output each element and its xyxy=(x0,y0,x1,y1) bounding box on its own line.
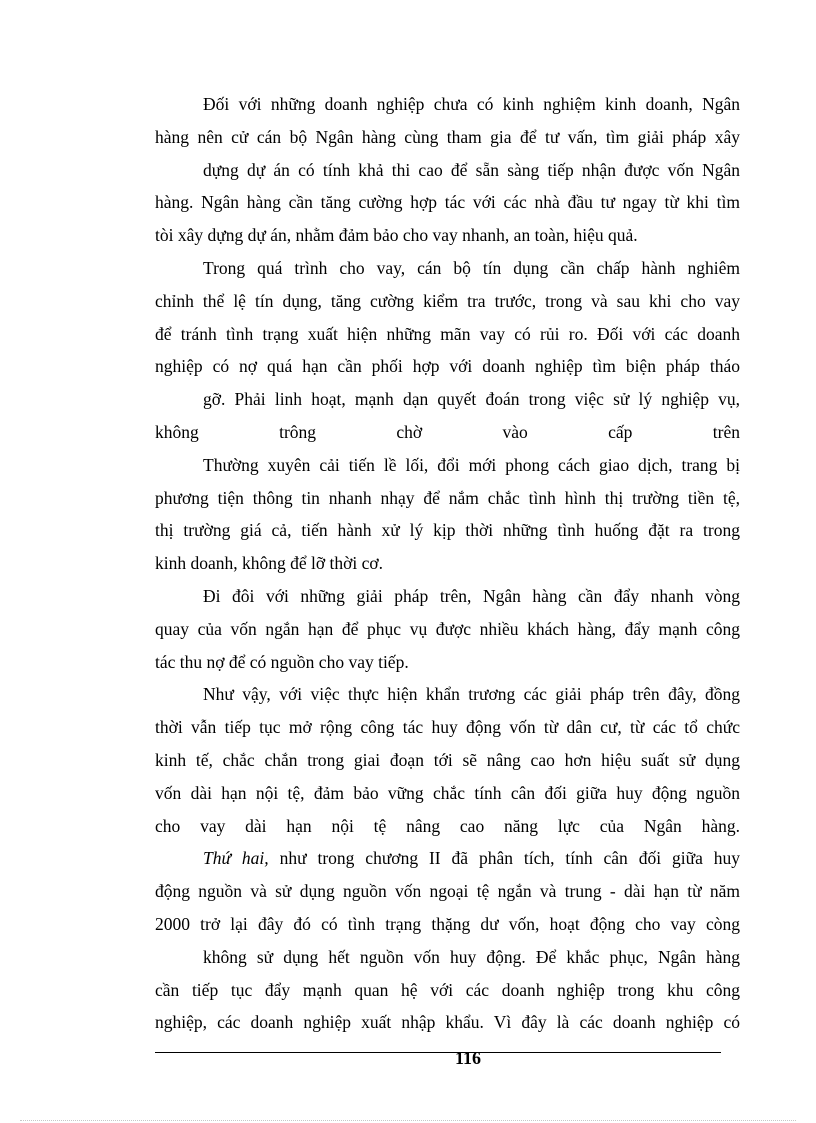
text-line xyxy=(155,580,740,613)
text-line xyxy=(155,449,740,482)
text-line-content: hàng. Ngân hàng cần tăng cường hợp tác với các nhà đầu tư ngay từ khi tìm xyxy=(155,192,740,213)
text-line-content: nghiệp có nợ quá hạn cần phối hợp với doanh nghiệp tìm biện pháp tháo xyxy=(155,356,740,377)
text-line-content: động nguồn và sử dụng nguồn vốn ngoại tệ ngắn và trung - dài hạn từ năm xyxy=(155,881,740,902)
text-line xyxy=(155,186,740,219)
text-line xyxy=(155,908,740,941)
text-line xyxy=(155,678,740,711)
text-line-content: gỡ. Phải linh hoạt, mạnh dạn quyết đoán trong việc sử lý nghiệp vụ, xyxy=(203,389,740,410)
text-line-content: 2000 trở lại đây đó có tình trạng thặng dư vốn, hoạt động cho vay còng xyxy=(155,913,740,934)
text-line-content: không trông chờ vào cấp trên xyxy=(155,421,740,442)
text-line xyxy=(155,646,740,679)
text-line-content: chỉnh thể lệ tín dụng, tăng cường kiểm tra trước, trong và sau khi cho vay xyxy=(155,290,740,311)
text-line xyxy=(155,777,740,810)
text-line xyxy=(155,350,740,383)
text-line xyxy=(155,711,740,744)
text-line-content: kinh doanh, không để lỡ thời cơ. xyxy=(155,553,384,574)
text-line-content: nghiệp, các doanh nghiệp xuất nhập khẩu. Vì đây là các doanh nghiệp có xyxy=(155,1012,740,1033)
text-line-content: tòi xây dựng dự án, nhằm đảm bảo cho vay nhanh, an toàn, hiệu quả. xyxy=(155,225,638,246)
text-line xyxy=(155,547,740,580)
text-line xyxy=(155,285,740,318)
text-line xyxy=(155,416,740,449)
text-line-content: như trong chương II đã phân tích, tính cân đối giữa huy xyxy=(268,848,740,869)
text-line xyxy=(155,219,740,252)
text-line-content: Đi đôi với những giải pháp trên, Ngân hàng cần đẩy nhanh vòng xyxy=(203,585,740,606)
text-line xyxy=(155,613,740,646)
body-text xyxy=(155,88,740,1039)
text-line xyxy=(155,875,740,908)
text-line-content: Trong quá trình cho vay, cán bộ tín dụng cần chấp hành nghiêm xyxy=(203,257,740,278)
text-line-content: Thường xuyên cải tiến lề lối, đổi mới phong cách giao dịch, trang bị xyxy=(203,454,740,475)
text-line-content: thị trường giá cả, tiến hành xử lý kịp thời những tình huống đặt ra trong xyxy=(155,520,740,541)
text-line-content: hàng nên cử cán bộ Ngân hàng cùng tham gia để tư vấn, tìm giải pháp xây xyxy=(155,126,740,147)
page-number: 116 xyxy=(454,1048,481,1068)
text-line-content: cho vay dài hạn nội tệ nâng cao năng lực của Ngân hàng. xyxy=(155,815,740,836)
text-line xyxy=(155,383,740,416)
text-line xyxy=(155,514,740,547)
italic-lead: Thứ hai, xyxy=(203,848,269,869)
text-line xyxy=(155,842,740,875)
text-line-content: tác thu nợ để có nguồn cho vay tiếp. xyxy=(155,651,409,672)
page-bottom-border xyxy=(20,1120,796,1121)
text-line-content: cần tiếp tục đẩy mạnh quan hệ với các doanh nghiệp trong khu công xyxy=(155,979,740,1000)
text-line xyxy=(155,941,740,974)
text-line xyxy=(155,482,740,515)
text-line xyxy=(155,154,740,187)
text-line xyxy=(155,252,740,285)
text-line-content: thời vẫn tiếp tục mở rộng công tác huy động vốn từ dân cư, từ các tổ chức xyxy=(155,717,740,738)
text-line-content: kinh tế, chắc chắn trong giai đoạn tới sẽ nâng cao hơn hiệu suất sử dụng xyxy=(155,749,740,770)
text-line-content: dựng dự án có tính khả thi cao để sẵn sàng tiếp nhận được vốn Ngân xyxy=(203,159,740,180)
text-line-content: để tránh tình trạng xuất hiện những mãn vay có rủi ro. Đối với các doanh xyxy=(155,323,740,344)
text-line xyxy=(155,318,740,351)
text-line xyxy=(155,88,740,121)
text-line-content: quay của vốn ngắn hạn để phục vụ được nhiều khách hàng, đẩy mạnh công xyxy=(155,618,740,639)
text-line-content: vốn dài hạn nội tệ, đảm bảo vững chắc tính cân đối giữa huy động nguồn xyxy=(155,782,740,803)
text-line xyxy=(155,744,740,777)
text-line xyxy=(155,974,740,1007)
text-line-content: Như vậy, với việc thực hiện khẩn trương các giải pháp trên đây, đồng xyxy=(203,684,740,705)
text-line xyxy=(155,810,740,843)
text-line xyxy=(155,121,740,154)
text-line-content: phương tiện thông tin nhanh nhạy để nắm chắc tình hình thị trường tiền tệ, xyxy=(155,487,740,508)
text-line-content: Đối với những doanh nghiệp chưa có kinh nghiệm kinh doanh, Ngân xyxy=(203,94,740,114)
text-line-content: không sử dụng hết nguồn vốn huy động. Để khắc phục, Ngân hàng xyxy=(203,946,740,967)
text-line xyxy=(155,1006,740,1039)
